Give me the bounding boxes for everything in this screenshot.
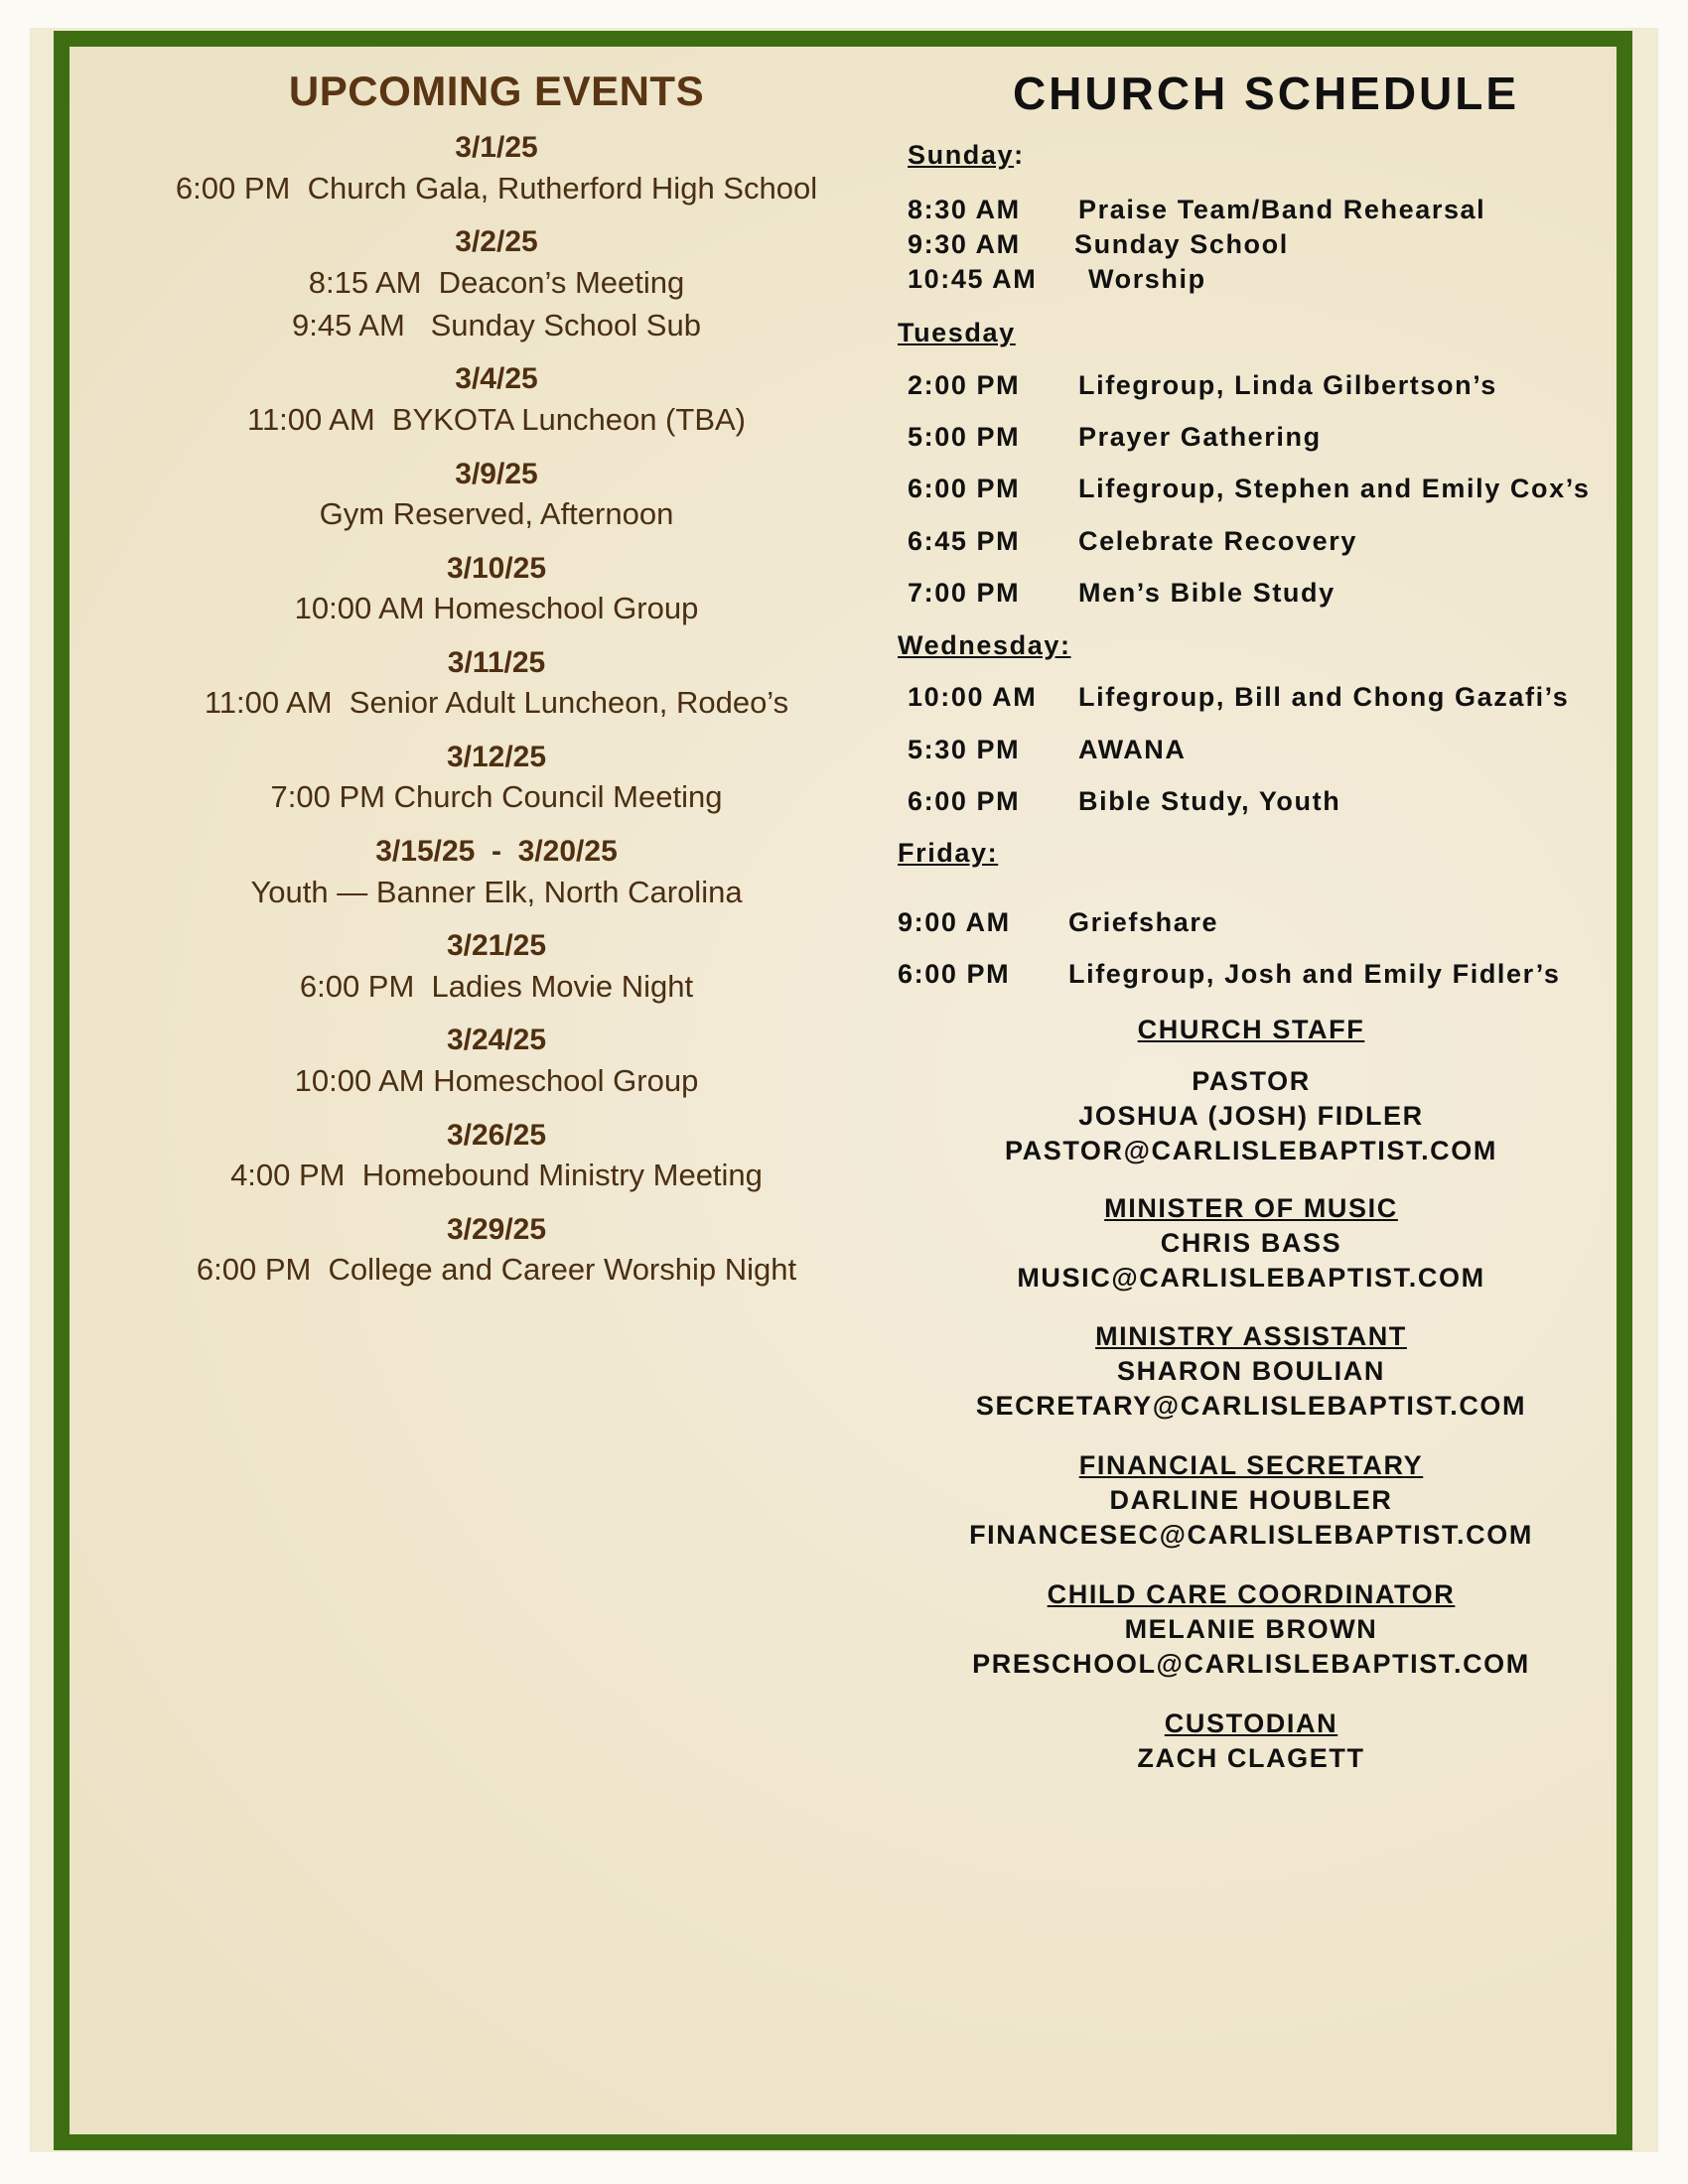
day-heading-friday [898,838,998,869]
event-line: 6:00 PM Church Gala, Rutherford High School [175,170,818,205]
church-staff-title: CHURCH STAFF [1137,1015,1365,1044]
schedule-time: 10:00 AM [908,682,1038,712]
schedule-time: 10:45 AM [908,264,1038,294]
staff-minister-of-music [904,1191,1599,1296]
event-line: Youth — Banner Elk, North Carolina [250,874,743,909]
schedule-row [908,526,1357,557]
event-item [129,833,864,913]
schedule-time: 6:00 PM [908,786,1021,816]
event-line: 6:00 PM College and Career Worship Night [196,1252,797,1288]
schedule-time: 6:45 PM [908,526,1021,556]
staff-email: SECRETARY@CARLISLEBAPTIST.COM [975,1391,1527,1421]
church-schedule-title: CHURCH SCHEDULE [1012,68,1520,119]
event-date: 3/10/25 [446,551,547,585]
schedule-event: Bible Study, Youth [1078,786,1341,816]
staff-name: CHRIS BASS [1160,1228,1342,1258]
event-date: 3/29/25 [446,1212,547,1246]
day-heading-wednesday [898,630,1071,661]
event-date: 3/12/25 [446,741,547,773]
day-label: Wednesday: [898,630,1071,660]
staff-role: PASTOR [1192,1066,1311,1096]
day-label-suffix: : [1014,140,1025,170]
day-label: Tuesday [898,318,1016,347]
event-date: 3/24/25 [446,1024,547,1057]
event-line: 6:00 PM Ladies Movie Night [299,968,694,1004]
event-date: 3/26/25 [446,1118,547,1152]
schedule-row [908,578,1336,609]
schedule-row [898,907,1218,938]
event-date: 3/9/25 [455,457,538,490]
schedule-time: 6:00 PM [898,959,1011,989]
event-date: 3/4/25 [455,362,538,396]
staff-email: FINANCESEC@CARLISLEBAPTIST.COM [969,1520,1533,1550]
event-line: Gym Reserved, Afternoon [319,495,674,531]
schedule-event: Worship [1088,264,1206,294]
schedule-time: 5:00 PM [908,422,1021,452]
staff-financial-secretary [904,1448,1599,1553]
event-item [129,129,864,209]
schedule-event: Lifegroup, Linda Gilbertson’s [1078,370,1497,400]
schedule-event: Lifegroup, Josh and Emily Fidler’s [1068,959,1561,989]
event-item [129,223,864,346]
schedule-row [908,786,1340,817]
schedule-row [908,735,1187,765]
schedule-row [908,195,1485,225]
upcoming-events-section [129,62,864,1305]
event-item [129,1211,864,1292]
staff-role: MINISTER OF MUSIC [1104,1193,1398,1223]
schedule-row [908,370,1497,401]
schedule-time: 5:30 PM [908,735,1021,764]
schedule-event: Lifegroup, Stephen and Emily Cox’s [1078,474,1591,503]
event-line: 10:00 AM Homeschool Group [294,591,699,626]
event-line: 7:00 PM Church Council Meeting [270,779,723,815]
event-date: 3/21/25 [446,929,547,963]
staff-name: SHARON BOULIAN [1117,1356,1385,1386]
event-line: 11:00 AM Senior Adult Luncheon, Rodeo’s [204,685,789,721]
event-item [129,550,864,630]
day-label: Sunday [908,140,1015,170]
church-staff-section [904,1013,1599,1047]
staff-custodian [904,1706,1599,1776]
schedule-event: Praise Team/Band Rehearsal [1078,195,1486,224]
day-heading-sunday [908,140,1025,171]
schedule-time: 6:00 PM [908,474,1021,503]
event-line: 9:45 AM Sunday School Sub [292,307,701,342]
day-label: Friday: [898,838,999,868]
staff-role: MINISTRY ASSISTANT [1095,1321,1407,1351]
schedule-row [908,422,1322,453]
schedule-time: 7:00 PM [908,578,1021,608]
staff-role: FINANCIAL SECRETARY [1078,1450,1424,1480]
schedule-time: 9:00 AM [898,907,1011,937]
schedule-row [908,682,1569,713]
event-line: 10:00 AM Homeschool Group [294,1062,699,1098]
event-date: 3/1/25 [455,131,538,165]
event-item [129,644,864,725]
day-heading-tuesday [898,318,1016,348]
schedule-row [908,474,1590,504]
schedule-row [898,959,1560,990]
schedule-event: AWANA [1078,735,1187,764]
staff-role: CHILD CARE COORDINATOR [1047,1579,1456,1609]
schedule-time: 8:30 AM [908,195,1021,224]
event-item [129,927,864,1008]
schedule-event: Celebrate Recovery [1078,526,1357,556]
schedule-event: Griefshare [1068,907,1219,937]
staff-name: ZACH CLAGETT [1137,1743,1365,1773]
schedule-time: 2:00 PM [908,370,1021,400]
schedule-event: Men’s Bible Study [1078,578,1336,608]
event-item [129,1117,864,1197]
event-item [129,739,864,819]
event-date: 3/11/25 [447,645,546,679]
event-item [129,360,864,441]
event-item [129,1022,864,1102]
event-date: 3/15/25 - 3/20/25 [375,835,618,869]
staff-email: PASTOR@CARLISLEBAPTIST.COM [1005,1136,1497,1165]
event-line: 4:00 PM Homebound Ministry Meeting [230,1158,763,1193]
staff-email: MUSIC@CARLISLEBAPTIST.COM [1017,1263,1485,1293]
schedule-row [908,229,1289,260]
schedule-row [908,264,1206,295]
schedule-event: Prayer Gathering [1078,422,1322,452]
staff-role: CUSTODIAN [1164,1708,1338,1738]
staff-pastor [904,1064,1599,1168]
event-date: 3/2/25 [455,225,538,259]
staff-name: JOSHUA (JOSH) FIDLER [1078,1101,1424,1131]
staff-child-care-coordinator [904,1577,1599,1682]
upcoming-events-title: UPCOMING EVENTS [288,68,705,114]
staff-name: MELANIE BROWN [1124,1614,1378,1644]
event-line: 8:15 AM Deacon’s Meeting [308,264,685,300]
schedule-event: Lifegroup, Bill and Chong Gazafi’s [1078,682,1570,712]
staff-name: DARLINE HOUBLER [1109,1485,1393,1515]
schedule-time: 9:30 AM [908,229,1021,259]
staff-ministry-assistant [904,1319,1599,1424]
schedule-event: Sunday School [1074,229,1289,259]
event-item [129,456,864,536]
staff-email: PRESCHOOL@CARLISLEBAPTIST.COM [972,1649,1530,1679]
event-line: 11:00 AM BYKOTA Luncheon (TBA) [247,401,746,437]
